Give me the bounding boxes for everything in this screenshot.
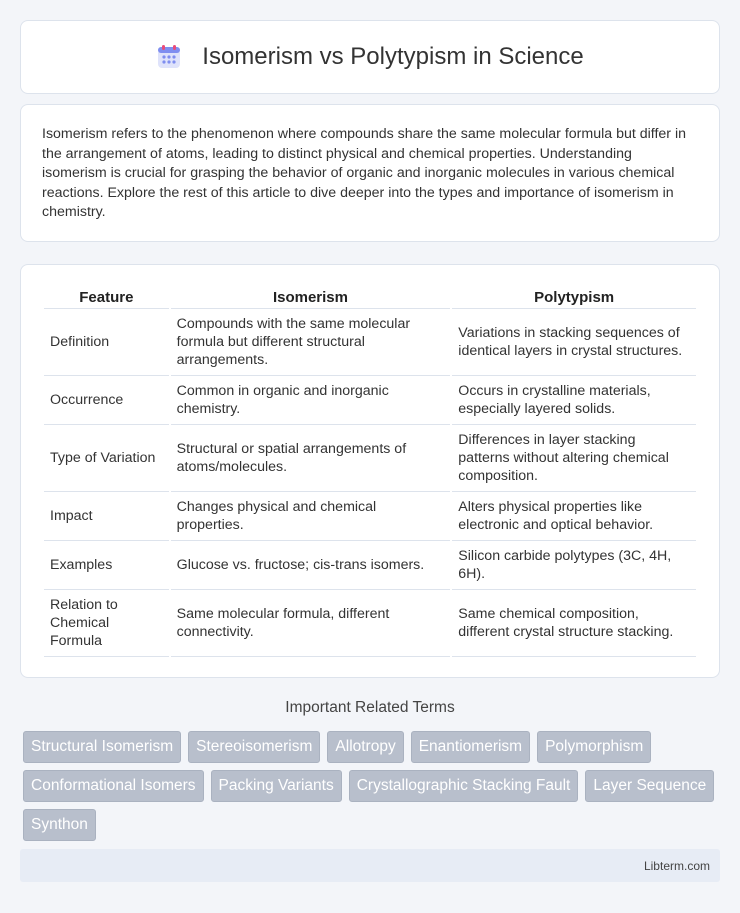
related-terms-heading: Important Related Terms [285,699,455,716]
table-row [44,309,696,376]
page-title: Isomerism vs Polytypism in Science [202,43,584,70]
related-term-tag[interactable]: Allotropy [327,731,403,763]
related-term-tag[interactable]: Crystallographic Stacking Fault [349,770,579,802]
feature-cell: Definition [44,309,169,376]
isomerism-cell: Same molecular formula, different connectivity. [171,590,451,657]
related-term-tag[interactable]: Synthon [23,809,96,841]
header-card [20,20,720,94]
related-term-tag[interactable]: Packing Variants [211,770,342,802]
isomerism-cell: Common in organic and inorganic chemistry. [171,376,451,425]
feature-cell: Examples [44,541,169,590]
polytypism-cell: Differences in layer stacking patterns without altering chemical composition. [452,425,696,492]
polytypism-cell: Silicon carbide polytypes (3C, 4H, 6H). [452,541,696,590]
footer-brand-link[interactable]: Libterm.com [643,858,710,873]
intro-card [20,104,720,242]
table-row [44,425,696,492]
intro-paragraph: Isomerism refers to the phenomenon where compounds share the same molecular formula but differ in the arrangement of atoms, leading to distinct physical and chemical properties. Understanding isomerism is crucial for grasping the behavior of organic and inorganic molecules in various chemical reactions. Explore the rest of this article to dive deeper into the types and importance of isomerism in chemistry. [42,126,687,221]
isomerism-cell: Glucose vs. fructose; cis-trans isomers. [171,541,451,590]
column-header-polytypism: Polytypism [452,285,696,309]
column-header-isomerism: Isomerism [171,285,451,309]
table-row [44,376,696,425]
related-term-tag[interactable]: Layer Sequence [585,770,714,802]
polytypism-cell: Alters physical properties like electronic and optical behavior. [452,492,696,541]
polytypism-cell: Occurs in crystalline materials, especially layered solids. [452,376,696,425]
polytypism-cell: Same chemical composition, different crystal structure stacking. [452,590,696,657]
related-term-tag[interactable]: Conformational Isomers [23,770,204,802]
feature-cell: Relation to Chemical Formula [44,590,169,657]
table-row [44,492,696,541]
column-header-feature: Feature [44,285,169,309]
polytypism-cell: Variations in stacking sequences of identical layers in crystal structures. [452,309,696,376]
header [156,43,583,71]
related-term-tag[interactable]: Structural Isomerism [23,731,181,763]
table-header-row [44,285,696,309]
footer [20,849,720,882]
table-row [44,541,696,590]
related-term-tag[interactable]: Stereoisomerism [188,731,320,763]
related-term-tag[interactable]: Enantiomerism [411,731,530,763]
comparison-table [42,285,698,657]
table-row [44,590,696,657]
related-terms-list [23,731,723,841]
feature-cell: Impact [44,492,169,541]
isomerism-cell: Compounds with the same molecular formula but different structural arrangements. [171,309,451,376]
comparison-card [20,264,720,678]
isomerism-cell: Changes physical and chemical properties. [171,492,451,541]
feature-cell: Type of Variation [44,425,169,492]
feature-cell: Occurrence [44,376,169,425]
calendar-grid-icon [156,44,182,70]
isomerism-cell: Structural or spatial arrangements of atoms/molecules. [171,425,451,492]
related-term-tag[interactable]: Polymorphism [537,731,651,763]
